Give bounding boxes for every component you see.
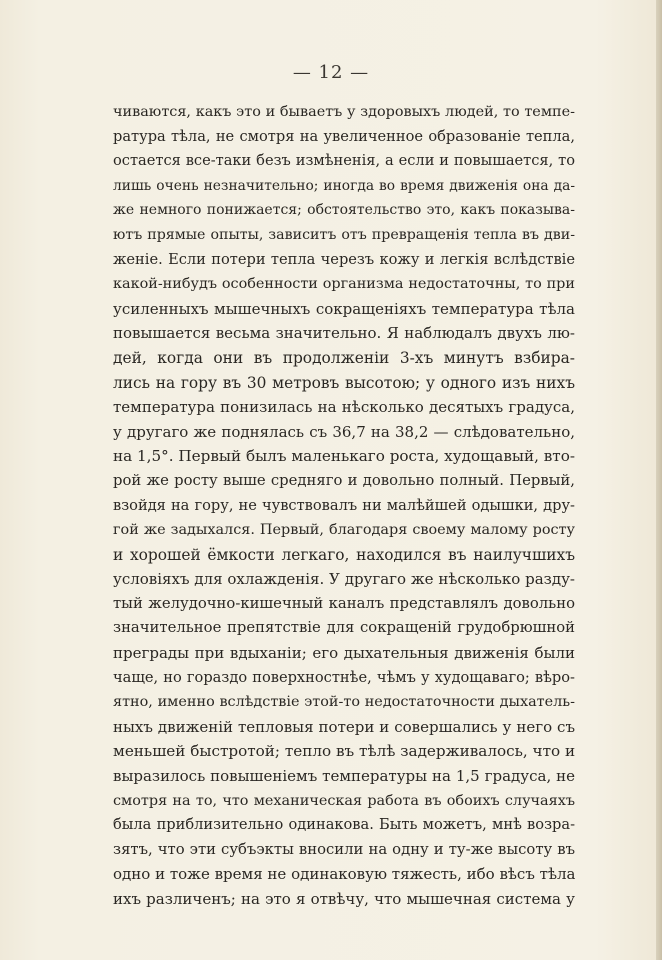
text-line: какой-нибудъ особенности организма недостаточны, то при [113, 276, 575, 293]
text-line: ятно, именно вслѣдствіе этой-то недостаточности дыхатель- [113, 694, 575, 711]
body-text [113, 100, 575, 912]
text-line: гой же задыхался. Первый, благодаря своему малому росту [113, 522, 575, 539]
text-line: выразилось повышеніемъ температуры на 1,5 градуса, не [113, 767, 575, 786]
text-line: значительное препятствіе для сокращеній грудобрюшной [113, 619, 575, 637]
text-line: одно и тоже время не одинаковую тяжесть, ибо вѣсъ тѣла [113, 865, 575, 884]
text-line: температура понизилась на нѣсколько десятыхъ градуса, [113, 398, 575, 417]
text-line: усиленныхъ мышечныхъ сокращеніяхъ температура тѣла [113, 299, 575, 318]
page-edge [656, 0, 662, 960]
text-line: на 1,5°. Первый былъ маленькаго роста, худощавый, вто- [113, 447, 575, 466]
text-line: была приблизительно одинакова. Быть можетъ, мнѣ возра- [113, 816, 575, 834]
text-line: чиваются, какъ это и бываетъ у здоровыхъ людей, то темпе- [113, 104, 575, 120]
text-line: лись на гору въ 30 метровъ высотою; у одного изъ нихъ [113, 373, 575, 392]
text-line: ютъ прямые опыты, зависитъ отъ превращенія тепла въ дви- [113, 226, 575, 243]
text-line: зятъ, что эти субъэкты вносили на одну и ту-же высоту въ [113, 840, 575, 858]
text-line: условіяхъ для охлажденія. У другаго же нѣсколько разду- [113, 570, 575, 589]
text-line: преграды при вдыханіи; его дыхательныя движенія были [113, 644, 575, 663]
text-line: меньшей быстротой; тепло въ тѣлѣ задерживалось, что и [113, 742, 575, 761]
text-line: чаще, но гораздо поверхностнѣе, чѣмъ у худощаваго; вѣро- [113, 668, 575, 686]
text-line: ныхъ движеній тепловыя потери и совершались у него съ [113, 717, 575, 736]
text-line: смотря на то, что механическая работа въ обоихъ случаяхъ [113, 792, 575, 809]
page-number: — 12 — [292, 62, 370, 83]
text-line: же немного понижается; обстоятельство это, какъ показыва- [113, 202, 575, 219]
text-line: женіе. Если потери тепла черезъ кожу и легкія вслѣдствіе [113, 250, 575, 268]
text-line: остается все-таки безъ измѣненія, а если и повышается, то [113, 152, 575, 170]
text-line: тый желудочно-кишечный каналъ представлялъ довольно [113, 594, 575, 612]
text-line: у другаго же поднялась съ 36,7 на 38,2 — слѣдовательно, [113, 422, 575, 441]
text-line: повышается весьма значительно. Я наблюдалъ двухъ лю- [113, 324, 575, 343]
text-line: дей, когда они въ продолженіи 3-хъ минутъ взбира- [113, 348, 575, 367]
text-line: рой же росту выше средняго и довольно полный. Первый, [113, 471, 575, 489]
text-line: и хорошей ёмкости легкаго, находился въ наилучшихъ [113, 545, 575, 564]
text-line: ратура тѣла, не смотря на увеличенное образованіе тепла, [113, 127, 575, 145]
text-line: ихъ различенъ; на это я отвѣчу, что мышечная система у [113, 890, 575, 908]
text-line: взойдя на гору, не чувствовалъ ни малѣйшей одышки, дру- [113, 496, 575, 514]
text-line: лишь очень незначительно; иногда во время движенія она да- [113, 177, 575, 194]
